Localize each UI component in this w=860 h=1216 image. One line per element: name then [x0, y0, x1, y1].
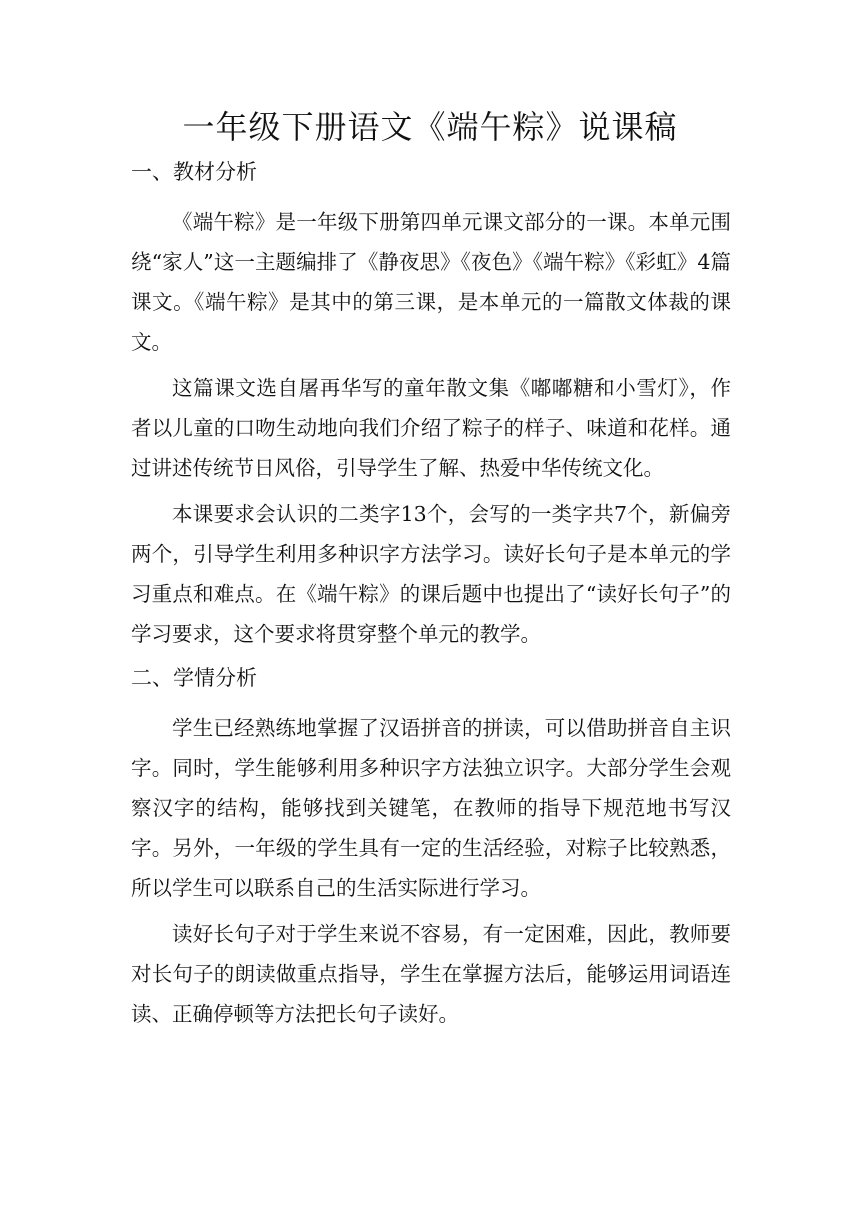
- document-title: 一年级下册语文《端午粽》说课稿: [182, 108, 678, 146]
- section-heading: 一、教材分析: [131, 160, 257, 184]
- section-textbook-analysis: [131, 154, 731, 654]
- paragraph: 本课要求会认识的二类字13个，会写的一类字共7个，新偏旁两个，引导学生利用多种识字方法学习。读好长句子是本单元的学习重点和难点。在《端午粽》的课后题中也提出了“读好长句子”的学习要求，这个要求将贯穿整个单元的教学。: [131, 502, 731, 646]
- section-student-analysis: [131, 660, 731, 1034]
- paragraph: 《端午粽》是一年级下册第四单元课文部分的一课。本单元围绕“家人”这一主题编排了《静夜思》《夜色》《端午粽》《彩虹》4篇课文。《端午粽》是其中的第三课，是本单元的一篇散文体裁的课文。: [131, 210, 731, 354]
- document-body: [131, 154, 731, 1034]
- paragraph: 这篇课文选自屠再华写的童年散文集《嘟嘟糖和小雪灯》，作者以儿童的口吻生动地向我们介绍了粽子的样子、味道和花样。通过讲述传统节日风俗，引导学生了解、热爱中华传统文化。: [131, 376, 731, 480]
- paragraph: 学生已经熟练地掌握了汉语拼音的拼读，可以借助拼音自主识字。同时，学生能够利用多种识字方法独立识字。大部分学生会观察汉字的结构，能够找到关键笔，在教师的指导下规范地书写汉字。另外，一年级的学生具有一定的生活经验，对粽子比较熟悉，所以学生可以联系自己的生活实际进行学习。: [131, 716, 731, 900]
- section-heading: 二、学情分析: [131, 666, 257, 690]
- paragraph: 读好长句子对于学生来说不容易，有一定困难，因此，教师要对长句子的朗读做重点指导，学生在掌握方法后，能够运用词语连读、正确停顿等方法把长句子读好。: [131, 922, 731, 1026]
